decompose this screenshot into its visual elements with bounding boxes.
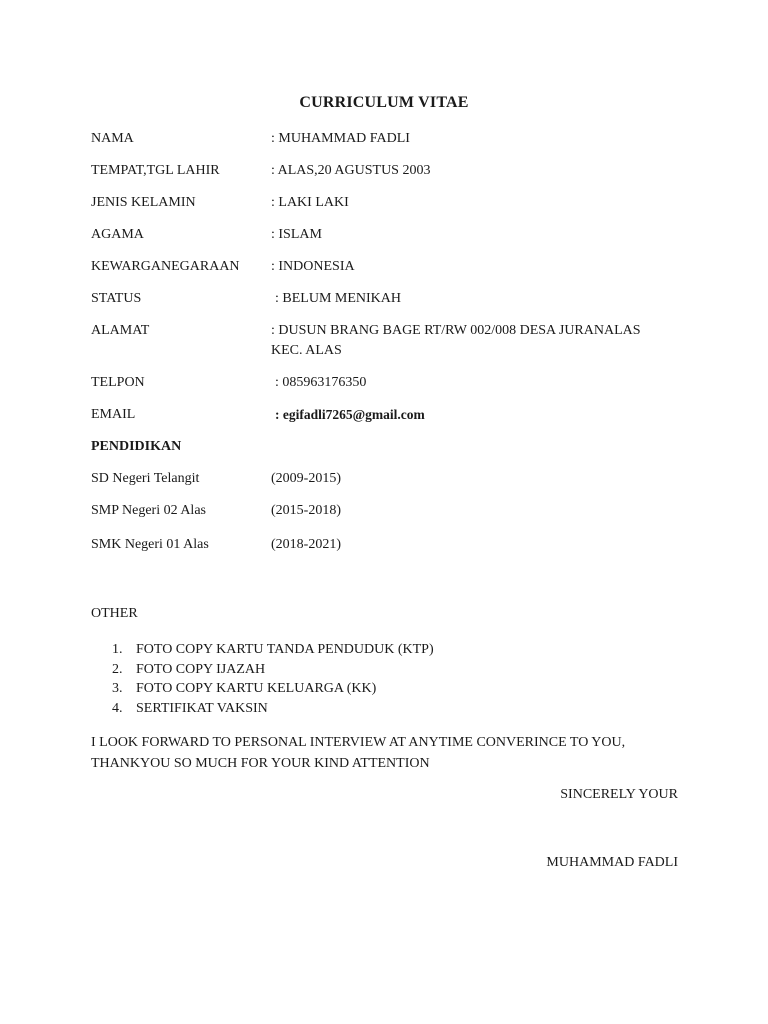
field-label: STATUS [91,291,142,306]
field-label: AGAMA [91,227,144,242]
field-value: : INDONESIA [271,259,355,274]
field-value: : 085963176350 [275,375,367,390]
school-name: SMP Negeri 02 Alas [91,503,206,518]
list-text: FOTO COPY IJAZAH [136,661,266,677]
school-years: (2015-2018) [271,503,341,518]
sign-off: SINCERELY YOUR [560,787,678,802]
field-label: EMAIL [91,407,136,422]
field-label: JENIS KELAMIN [91,195,196,210]
signature-name: MUHAMMAD FADLI [546,855,678,870]
field-label: TELPON [91,375,145,390]
field-value: : LAKI LAKI [271,195,349,210]
list-text: SERTIFIKAT VAKSIN [136,700,268,716]
list-number: 3. [112,681,123,696]
field-label: NAMA [91,131,134,146]
school-years: (2009-2015) [271,471,341,486]
list-number: 1. [112,642,123,657]
field-label: ALAMAT [91,323,150,338]
list-text: FOTO COPY KARTU TANDA PENDUDUK (KTP) [136,642,434,657]
field-value: : ISLAM [271,227,322,242]
field-value: : egifadli7265@gmail.com [275,407,425,422]
field-value: : MUHAMMAD FADLI [271,131,410,146]
education-heading: PENDIDIKAN [91,439,182,454]
list-text: FOTO COPY KARTU KELUARGA (KK) [136,681,377,696]
school-years: (2018-2021) [271,537,341,552]
closing-paragraph: I LOOK FORWARD TO PERSONAL INTERVIEW AT ANYTIME CONVERINCE TO YOU, THANKYOU SO MUCH FOR YOUR KIND ATTENTION [91,735,626,771]
list-number: 2. [112,661,123,677]
list-number: 4. [112,700,123,716]
other-heading: OTHER [91,606,138,621]
school-name: SD Negeri Telangit [91,471,200,486]
field-value: : BELUM MENIKAH [275,291,401,306]
field-label: TEMPAT,TGL LAHIR [91,163,220,178]
field-label: KEWARGANEGARAAN [91,259,240,274]
field-value: : ALAS,20 AGUSTUS 2003 [271,163,431,178]
school-name: SMK Negeri 01 Alas [91,537,209,552]
document-title: CURRICULUM VITAE [299,94,469,111]
field-value: : DUSUN BRANG BAGE RT/RW 002/008 DESA JURANALAS KEC. ALAS [271,323,641,358]
